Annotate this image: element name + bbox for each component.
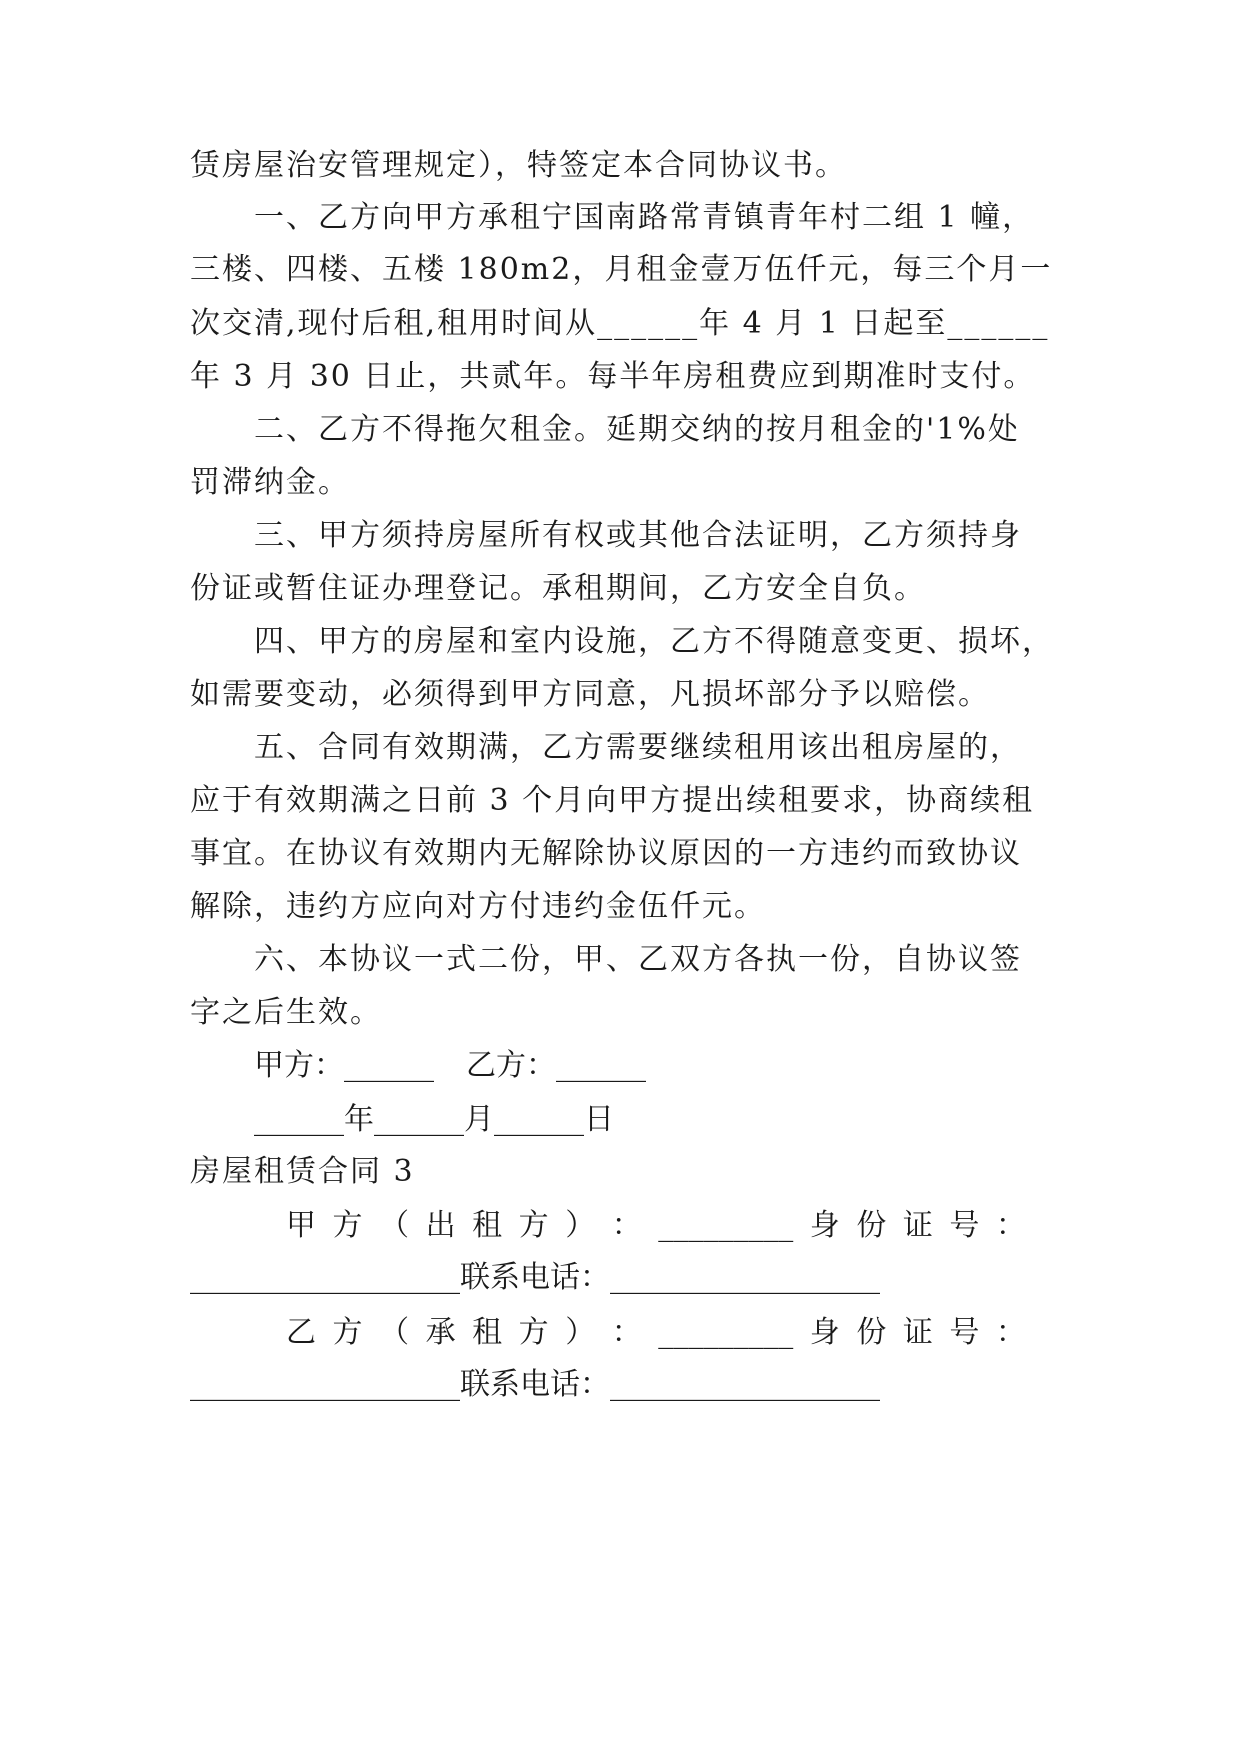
label-char: （ — [379, 1208, 410, 1243]
phone-label: 联系电话： — [460, 1367, 610, 1402]
blank-field: __________________ — [610, 1367, 880, 1402]
label-char: 甲 — [286, 1208, 316, 1243]
label-char: ： — [611, 1315, 642, 1350]
label-char: 乙 — [286, 1315, 316, 1350]
clause-6-line: 六、本协议一式二份，甲、乙双方各执一份，自协议签 — [254, 942, 1022, 977]
text-line: 应于有效期满之日前 3 个月向甲方提出续租要求，协商续租 — [190, 783, 1035, 818]
label-char: ： — [995, 1315, 1026, 1350]
text-line: 年 3 月 30 日止，共贰年。每半年房租费应到期准时支付。 — [190, 359, 1036, 394]
clause-1-line: 一、乙方向甲方承租宁国南路常青镇青年村二组 1 幢， — [254, 200, 1035, 235]
label-char: 方 — [518, 1208, 549, 1243]
text-line: 三楼、四楼、五楼 180m2，月租金壹万伍仟元，每三个月一 — [190, 252, 1053, 287]
label-char: （ — [379, 1315, 410, 1350]
label-char: 身 — [809, 1315, 840, 1350]
lessee-id-line — [286, 1313, 1026, 1353]
label-char: 证 — [902, 1208, 933, 1243]
label-char: 方 — [518, 1315, 549, 1350]
text-line: 份证或暂住证办理登记。承租期间，乙方安全自负。 — [190, 571, 926, 606]
label-char: 份 — [856, 1315, 887, 1350]
clause-3-line: 三、甲方须持房屋所有权或其他合法证明，乙方须持身 — [254, 518, 1022, 553]
signature-date: ______年______月______日 — [254, 1102, 614, 1137]
blank-field: __________________ — [190, 1367, 460, 1402]
label-char: 方 — [332, 1315, 363, 1350]
label-char: 租 — [472, 1208, 503, 1243]
text-line: 赁房屋治安管理规定），特签定本合同协议书。 — [190, 148, 847, 183]
text-line: 次交清,现付后租,租用时间从______年 4 月 1 日起至______ — [190, 306, 1050, 341]
label-char: 租 — [472, 1315, 503, 1350]
label-char: 证 — [902, 1315, 933, 1350]
label-char: 出 — [425, 1208, 456, 1243]
party-b-signature: 乙方：______ — [466, 1048, 646, 1083]
blank-field: __________________ — [610, 1260, 880, 1295]
label-char: 承 — [425, 1315, 456, 1350]
lessor-id-line — [286, 1206, 1026, 1246]
label-char: ） — [565, 1315, 596, 1350]
clause-5-line: 五、合同有效期满，乙方需要继续租用该出租房屋的， — [254, 730, 1022, 765]
label-char: 方 — [332, 1208, 363, 1243]
phone-label: 联系电话： — [460, 1260, 610, 1295]
text-line: 如需要变动，必须得到甲方同意，凡损坏部分予以赔偿。 — [190, 677, 990, 712]
label-char: 号 — [949, 1208, 980, 1243]
label-char: ： — [995, 1208, 1026, 1243]
contract-3-title: 房屋租赁合同 3 — [190, 1154, 415, 1189]
label-char: ） — [565, 1208, 596, 1243]
blank-field: _________ — [658, 1315, 794, 1350]
blank-field: __________________ — [190, 1260, 460, 1295]
lessee-phone-line — [190, 1365, 880, 1405]
party-a-signature: 甲方：______ — [254, 1048, 434, 1083]
clause-4-line: 四、甲方的房屋和室内设施，乙方不得随意变更、损坏， — [254, 624, 1054, 659]
blank-field: _________ — [658, 1208, 794, 1243]
label-char: 号 — [949, 1315, 980, 1350]
text-line: 解除，违约方应向对方付违约金伍仟元。 — [190, 889, 766, 924]
clause-2-line: 二、乙方不得拖欠租金。延期交纳的按月租金的'1%处 — [254, 412, 1020, 447]
label-char: ： — [611, 1208, 642, 1243]
label-char: 身 — [809, 1208, 840, 1243]
text-line: 罚滞纳金。 — [190, 465, 350, 500]
text-line: 事宜。在协议有效期内无解除协议原因的一方违约而致协议 — [190, 836, 1022, 871]
lessor-phone-line — [190, 1258, 880, 1298]
text-line: 字之后生效。 — [190, 995, 382, 1030]
label-char: 份 — [856, 1208, 887, 1243]
